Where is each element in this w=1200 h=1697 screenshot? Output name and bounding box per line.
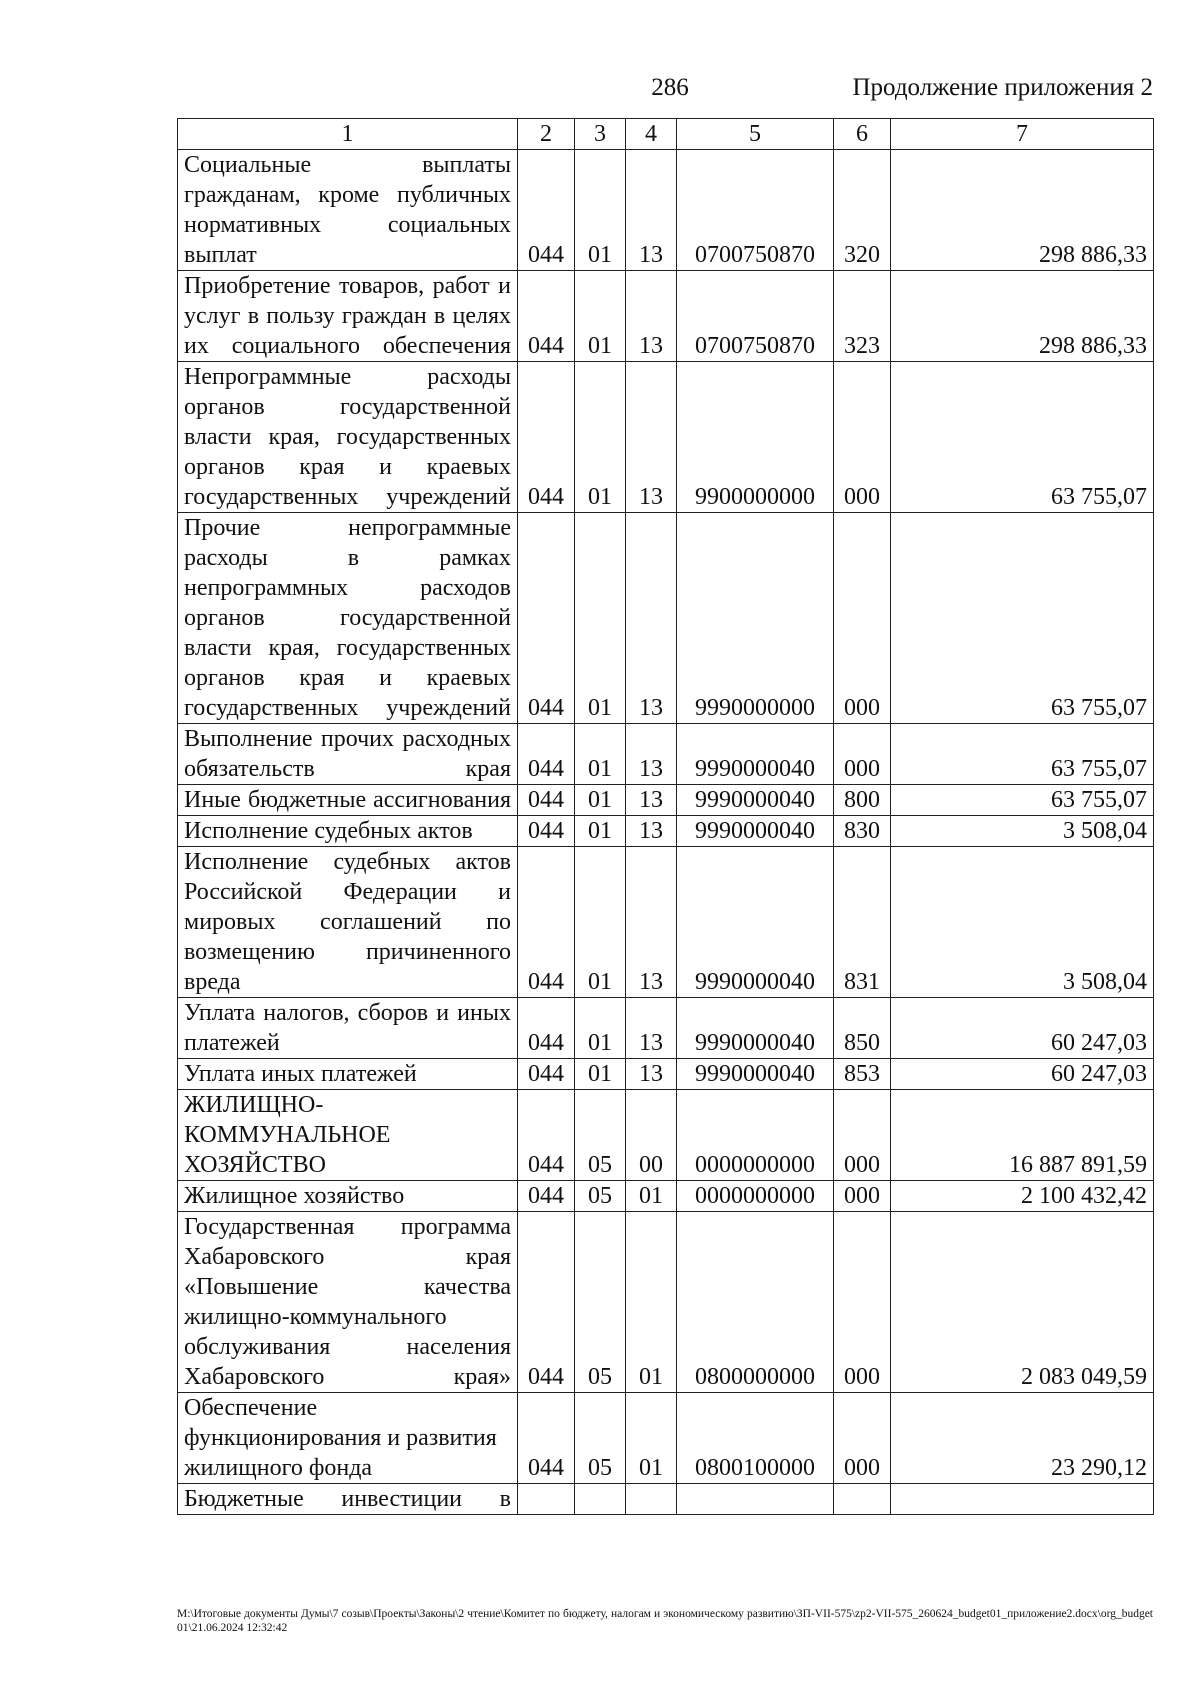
target-article-code: 9990000040 <box>677 998 834 1059</box>
section-code: 05 <box>575 1393 626 1484</box>
section-code: 01 <box>575 847 626 998</box>
subsection-code: 13 <box>626 362 677 513</box>
ministry-code: 044 <box>518 362 575 513</box>
budget-table <box>177 118 1154 1515</box>
page-number: 286 <box>651 74 689 101</box>
ministry-code: 044 <box>518 785 575 816</box>
subsection-code: 13 <box>626 847 677 998</box>
subsection-code: 00 <box>626 1090 677 1181</box>
ministry-code: 044 <box>518 1059 575 1090</box>
section-code: 01 <box>575 513 626 724</box>
expense-type-code: 850 <box>834 998 891 1059</box>
table-row <box>178 271 1154 362</box>
target-article-code: 0000000000 <box>677 1181 834 1212</box>
subsection-code: 01 <box>626 1181 677 1212</box>
target-article-code: 9990000040 <box>677 785 834 816</box>
table-row <box>178 1393 1154 1484</box>
row-name: Непрограммные расходы органов государственной власти края, государственных органов края и краевых государственных учреждений <box>178 362 518 513</box>
subsection-code: 13 <box>626 150 677 271</box>
expense-type-code <box>834 1484 891 1515</box>
ministry-code: 044 <box>518 150 575 271</box>
target-article-code: 0800100000 <box>677 1393 834 1484</box>
subsection-code: 01 <box>626 1212 677 1393</box>
amount: 3 508,04 <box>891 816 1154 847</box>
expense-type-code: 853 <box>834 1059 891 1090</box>
ministry-code: 044 <box>518 1393 575 1484</box>
table-row <box>178 724 1154 785</box>
ministry-code: 044 <box>518 1090 575 1181</box>
amount: 3 508,04 <box>891 847 1154 998</box>
row-name: Социальные выплаты гражданам, кроме публичных нормативных социальных выплат <box>178 150 518 271</box>
amount: 63 755,07 <box>891 362 1154 513</box>
target-article-code: 0700750870 <box>677 150 834 271</box>
amount: 63 755,07 <box>891 724 1154 785</box>
row-name: Выполнение прочих расходных обязательств края <box>178 724 518 785</box>
target-article-code: 0800000000 <box>677 1212 834 1393</box>
ministry-code <box>518 1484 575 1515</box>
subsection-code <box>626 1484 677 1515</box>
row-name: Уплата налогов, сборов и иных платежей <box>178 998 518 1059</box>
amount: 63 755,07 <box>891 513 1154 724</box>
expense-type-code: 000 <box>834 1212 891 1393</box>
ministry-code: 044 <box>518 816 575 847</box>
section-code: 01 <box>575 150 626 271</box>
target-article-code: 9990000040 <box>677 724 834 785</box>
target-article-code: 0700750870 <box>677 271 834 362</box>
row-name: Исполнение судебных актов Российской Федерации и мировых соглашений по возмещению причиненного вреда <box>178 847 518 998</box>
row-name: Приобретение товаров, работ и услуг в пользу граждан в целях их социального обеспечения <box>178 271 518 362</box>
table-row <box>178 785 1154 816</box>
column-header-1: 1 <box>178 119 518 150</box>
amount: 298 886,33 <box>891 271 1154 362</box>
amount: 2 083 049,59 <box>891 1212 1154 1393</box>
target-article-code: 9900000000 <box>677 362 834 513</box>
row-name: Бюджетные инвестиции в <box>178 1484 518 1515</box>
expense-type-code: 323 <box>834 271 891 362</box>
row-name: Жилищное хозяйство <box>178 1181 518 1212</box>
table-row <box>178 362 1154 513</box>
ministry-code: 044 <box>518 998 575 1059</box>
column-header-2: 2 <box>518 119 575 150</box>
target-article-code <box>677 1484 834 1515</box>
section-code: 01 <box>575 271 626 362</box>
amount: 298 886,33 <box>891 150 1154 271</box>
column-header-4: 4 <box>626 119 677 150</box>
ministry-code: 044 <box>518 1181 575 1212</box>
section-code: 01 <box>575 785 626 816</box>
target-article-code: 9990000040 <box>677 847 834 998</box>
appendix-continuation-note: Продолжение приложения 2 <box>852 74 1153 101</box>
target-article-code: 9990000000 <box>677 513 834 724</box>
table-row <box>178 1090 1154 1181</box>
ministry-code: 044 <box>518 513 575 724</box>
ministry-code: 044 <box>518 1212 575 1393</box>
column-header-3: 3 <box>575 119 626 150</box>
subsection-code: 13 <box>626 785 677 816</box>
ministry-code: 044 <box>518 847 575 998</box>
section-code: 01 <box>575 816 626 847</box>
table-row <box>178 998 1154 1059</box>
target-article-code: 9990000040 <box>677 1059 834 1090</box>
section-code: 05 <box>575 1181 626 1212</box>
expense-type-code: 830 <box>834 816 891 847</box>
expense-type-code: 800 <box>834 785 891 816</box>
expense-type-code: 000 <box>834 1090 891 1181</box>
table-row <box>178 150 1154 271</box>
expense-type-code: 320 <box>834 150 891 271</box>
row-name: Обеспечение функционирования и развития жилищного фонда <box>178 1393 518 1484</box>
subsection-code: 13 <box>626 513 677 724</box>
amount: 60 247,03 <box>891 1059 1154 1090</box>
amount: 60 247,03 <box>891 998 1154 1059</box>
file-path-footer: M:\Итоговые документы Думы\7 созыв\Проекты\Законы\2 чтение\Комитет по бюджету, налогам и экономическому развитию\ЗП-VII-575\zp2-VII-575_260624_budget01_приложение2.docx\org_budget01\21.06.2024 12:32:42 <box>177 1608 1153 1634</box>
target-article-code: 9990000040 <box>677 816 834 847</box>
subsection-code: 13 <box>626 816 677 847</box>
section-code: 01 <box>575 724 626 785</box>
table-row <box>178 1059 1154 1090</box>
ministry-code: 044 <box>518 724 575 785</box>
ministry-code: 044 <box>518 271 575 362</box>
subsection-code: 13 <box>626 271 677 362</box>
row-name: Иные бюджетные ассигнования <box>178 785 518 816</box>
column-header-6: 6 <box>834 119 891 150</box>
table-row <box>178 1484 1154 1515</box>
table-row <box>178 816 1154 847</box>
row-name: Государственная программа Хабаровского края «Повышение качества жилищно-коммунального обслуживания населения Хабаровского края» <box>178 1212 518 1393</box>
table-row <box>178 513 1154 724</box>
column-header-5: 5 <box>677 119 834 150</box>
amount <box>891 1484 1154 1515</box>
expense-type-code: 000 <box>834 1393 891 1484</box>
expense-type-code: 000 <box>834 724 891 785</box>
amount: 63 755,07 <box>891 785 1154 816</box>
expense-type-code: 000 <box>834 513 891 724</box>
subsection-code: 13 <box>626 1059 677 1090</box>
table-row <box>178 1212 1154 1393</box>
table-row <box>178 847 1154 998</box>
column-header-7: 7 <box>891 119 1154 150</box>
target-article-code: 0000000000 <box>677 1090 834 1181</box>
section-code <box>575 1484 626 1515</box>
row-name: ЖИЛИЩНО-КОММУНАЛЬНОЕ ХОЗЯЙСТВО <box>178 1090 518 1181</box>
section-code: 05 <box>575 1090 626 1181</box>
expense-type-code: 000 <box>834 1181 891 1212</box>
amount: 16 887 891,59 <box>891 1090 1154 1181</box>
section-code: 01 <box>575 1059 626 1090</box>
subsection-code: 01 <box>626 1393 677 1484</box>
expense-type-code: 831 <box>834 847 891 998</box>
amount: 2 100 432,42 <box>891 1181 1154 1212</box>
section-code: 01 <box>575 998 626 1059</box>
subsection-code: 13 <box>626 998 677 1059</box>
row-name: Исполнение судебных актов <box>178 816 518 847</box>
section-code: 05 <box>575 1212 626 1393</box>
column-number-row <box>178 119 1154 150</box>
row-name: Прочие непрограммные расходы в рамках непрограммных расходов органов государственной власти края, государственных органов края и краевых государственных учреждений <box>178 513 518 724</box>
row-name: Уплата иных платежей <box>178 1059 518 1090</box>
section-code: 01 <box>575 362 626 513</box>
table-row <box>178 1181 1154 1212</box>
subsection-code: 13 <box>626 724 677 785</box>
expense-type-code: 000 <box>834 362 891 513</box>
amount: 23 290,12 <box>891 1393 1154 1484</box>
